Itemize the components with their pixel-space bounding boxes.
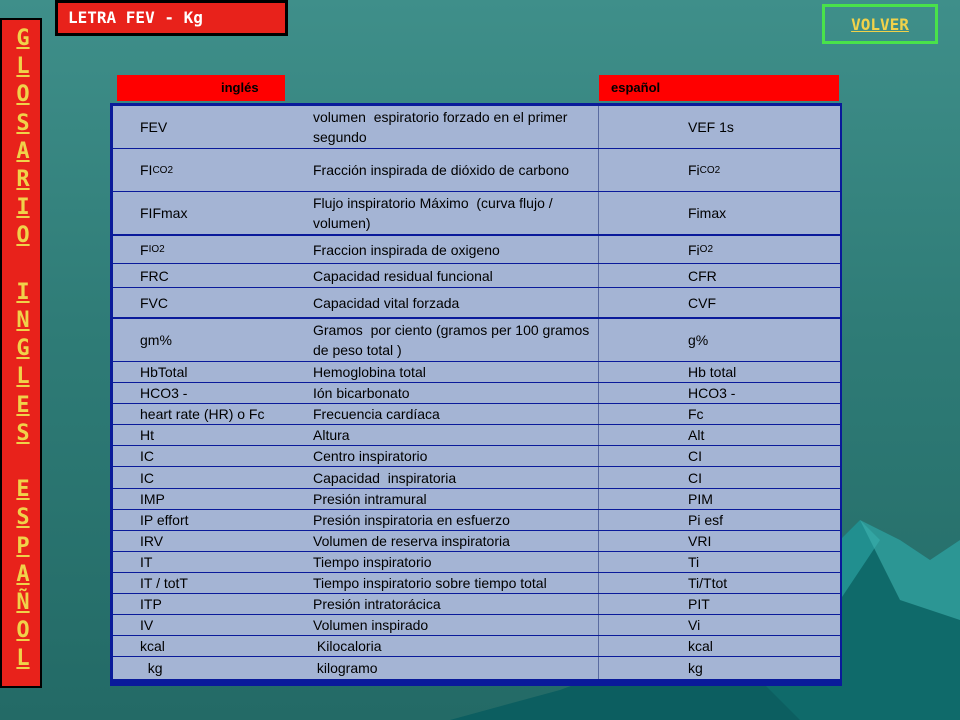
english-term-text: IC — [140, 469, 154, 486]
sidebar-letter[interactable]: N — [16, 308, 30, 333]
english-term — [140, 236, 310, 263]
header-spanish-label: español — [611, 80, 661, 95]
column-divider — [598, 264, 599, 287]
sidebar-letter[interactable]: L — [16, 364, 30, 390]
column-divider — [598, 594, 599, 614]
spanish-abbreviation-text: VRI — [688, 533, 712, 549]
spanish-abbreviation-text: Fi — [688, 241, 700, 258]
table-row — [113, 192, 840, 234]
table-row — [113, 106, 840, 148]
english-term — [140, 192, 310, 234]
spanish-abbreviation — [688, 489, 838, 509]
english-term-text: heart rate (HR) o Fc — [140, 406, 265, 422]
sidebar-letter[interactable]: I — [16, 279, 30, 305]
spanish-abbreviation — [688, 531, 838, 551]
english-term — [140, 288, 310, 317]
table-row — [113, 446, 840, 466]
table-row — [113, 594, 840, 614]
column-divider — [598, 636, 599, 656]
column-divider — [598, 446, 599, 466]
spanish-abbreviation-text: CFR — [688, 267, 717, 284]
spanish-description: Centro inspiratorio — [313, 448, 428, 464]
spanish-abbreviation — [688, 657, 838, 679]
column-divider — [598, 489, 599, 509]
english-term — [140, 531, 310, 551]
table-row — [113, 552, 840, 572]
sidebar-letter[interactable]: O — [16, 223, 30, 249]
english-term-text: FEV — [140, 119, 168, 135]
spanish-abbreviation — [688, 467, 838, 488]
english-term-text: HbTotal — [140, 364, 188, 380]
spanish-abbreviation-text: Alt — [688, 427, 705, 443]
table-row — [113, 573, 840, 593]
back-button[interactable] — [822, 4, 938, 44]
english-term-subscript: IO2 — [148, 244, 165, 255]
table-row — [113, 531, 840, 551]
table-row — [113, 404, 840, 424]
spanish-description: Ión bicarbonato — [313, 385, 410, 401]
spanish-abbreviation — [688, 615, 838, 635]
spanish-description: Altura — [313, 427, 350, 443]
header-english — [117, 75, 285, 101]
spanish-abbreviation-text: kcal — [688, 638, 713, 654]
sidebar-letter[interactable]: O — [16, 618, 30, 644]
spanish-abbreviation — [688, 446, 838, 466]
english-term-text: gm% — [140, 332, 172, 348]
spanish-description: Presión intramural — [313, 491, 427, 507]
spanish-abbreviation-text: Ti — [688, 554, 700, 570]
column-divider — [598, 404, 599, 424]
english-term — [140, 383, 310, 403]
english-term-text: F — [140, 241, 149, 258]
column-divider — [598, 319, 599, 361]
spanish-description: Capacidad residual funcional — [313, 267, 493, 284]
english-term-text: IT / totT — [140, 575, 188, 591]
spanish-abbreviation-text: HCO3 - — [688, 385, 736, 401]
column-divider — [598, 236, 599, 263]
column-divider — [598, 383, 599, 403]
english-term-text: IMP — [140, 491, 165, 507]
spanish-abbreviation-text: g% — [688, 332, 709, 348]
spanish-description: Capacidad inspiratoria — [313, 469, 457, 486]
english-term — [140, 594, 310, 614]
table-row — [113, 236, 840, 263]
spanish-description: volumen espiratorio forzado en el primer segundo — [313, 109, 572, 145]
sidebar-letter[interactable]: A — [16, 561, 30, 587]
spanish-abbreviation-text: kg — [688, 660, 703, 676]
spanish-description: Tiempo inspiratorio sobre tiempo total — [313, 575, 547, 591]
english-term — [140, 362, 310, 382]
sidebar-letter[interactable]: L — [16, 646, 30, 672]
spanish-description: kilogramo — [313, 660, 378, 676]
table-row — [113, 288, 840, 317]
spanish-abbreviation-text: CI — [688, 448, 702, 464]
column-divider — [598, 106, 599, 148]
english-term — [140, 467, 310, 488]
spanish-abbreviation — [688, 362, 838, 382]
sidebar-letter[interactable]: E — [16, 392, 30, 418]
spanish-abbreviation-text: PIM — [688, 491, 713, 507]
english-term — [140, 319, 310, 361]
table-row — [113, 636, 840, 656]
sidebar-glosario[interactable] — [0, 18, 42, 688]
sidebar-letter[interactable]: R — [16, 167, 30, 192]
english-term-text: IT — [140, 554, 153, 570]
column-divider — [598, 615, 599, 635]
table-row — [113, 489, 840, 509]
spanish-abbreviation — [688, 319, 838, 361]
english-term-text: IP effort — [140, 512, 189, 528]
spanish-abbreviation-text: VEF 1s — [688, 119, 734, 135]
sidebar-letter[interactable]: G — [16, 336, 30, 362]
spanish-abbreviation — [688, 573, 838, 593]
table-row — [113, 149, 840, 191]
table-row — [113, 362, 840, 382]
spanish-abbreviation-text: Vi — [688, 617, 701, 633]
spanish-description: Flujo inspiratorio Máximo (curva flujo / volumen) — [313, 195, 557, 231]
spanish-description: Tiempo inspiratorio — [313, 554, 432, 570]
sidebar-letter[interactable]: O — [16, 82, 30, 108]
english-term-text: IRV — [140, 533, 164, 549]
sidebar-letter[interactable]: S — [16, 420, 30, 446]
english-term-text: ITP — [140, 596, 162, 612]
spanish-description: Fracción inspirada de dióxido de carbono — [313, 162, 570, 178]
spanish-description: Kilocaloria — [313, 638, 382, 654]
english-term — [140, 446, 310, 466]
header-spanish — [599, 75, 839, 101]
english-term — [140, 573, 310, 593]
english-term-text: HCO3 - — [140, 385, 188, 401]
sidebar-letter[interactable]: P — [16, 533, 30, 559]
glossary-table — [110, 103, 842, 686]
spanish-abbreviation-text: Fi — [688, 162, 700, 178]
spanish-abbreviation — [688, 383, 838, 403]
spanish-abbreviation-text: Fc — [688, 406, 704, 422]
spanish-abbreviation-text: CI — [688, 469, 702, 486]
column-divider — [598, 362, 599, 382]
spanish-abbreviation-subscript: CO2 — [699, 164, 721, 176]
sidebar-letter[interactable]: S — [16, 110, 30, 136]
column-divider — [598, 510, 599, 530]
sidebar-letter[interactable]: L — [16, 54, 30, 80]
spanish-description: Capacidad vital forzada — [313, 294, 460, 311]
spanish-abbreviation-text: CVF — [688, 294, 716, 311]
spanish-abbreviation-subscript: O2 — [699, 244, 714, 255]
english-term — [140, 106, 310, 148]
page-title: LETRA FEV - Kg — [68, 8, 203, 27]
english-term-text: Ht — [140, 427, 154, 443]
spanish-description: Frecuencia cardíaca — [313, 406, 440, 422]
english-term-text: FVC — [140, 294, 168, 311]
table-row — [113, 615, 840, 635]
table-row — [113, 383, 840, 403]
english-term-text: FRC — [140, 267, 169, 284]
sidebar-letter[interactable]: S — [16, 505, 30, 531]
spanish-abbreviation-text: Hb total — [688, 364, 737, 380]
english-term — [140, 264, 310, 287]
english-term — [140, 489, 310, 509]
spanish-abbreviation — [688, 636, 838, 656]
spanish-description: Volumen inspirado — [313, 617, 429, 633]
english-term — [140, 636, 310, 656]
spanish-description: Volumen de reserva inspiratoria — [313, 533, 510, 549]
english-term-text: FIFmax — [140, 205, 188, 221]
english-term — [140, 657, 310, 679]
english-term — [140, 404, 310, 424]
header-english-label: inglés — [221, 80, 259, 95]
sidebar-letter[interactable]: E — [16, 477, 30, 503]
sidebar-letter[interactable]: I — [16, 195, 30, 221]
english-term — [140, 425, 310, 445]
spanish-abbreviation-text: Pi esf — [688, 512, 724, 528]
back-button-label[interactable]: VOLVER — [851, 14, 909, 34]
spanish-abbreviation — [688, 264, 838, 287]
spanish-abbreviation — [688, 288, 838, 317]
table-row — [113, 467, 840, 488]
spanish-description: Presión inspiratoria en esfuerzo — [313, 512, 510, 528]
english-term — [140, 552, 310, 572]
spanish-abbreviation — [688, 404, 838, 424]
english-term — [140, 149, 310, 191]
column-divider — [598, 552, 599, 572]
spanish-abbreviation — [688, 192, 838, 234]
spanish-description: Fraccion inspirada de oxigeno — [313, 241, 500, 258]
column-divider — [598, 425, 599, 445]
spanish-abbreviation-text: Ti/Ttot — [688, 575, 728, 591]
sidebar-letter[interactable]: A — [16, 138, 30, 164]
spanish-abbreviation-text: PIT — [688, 596, 710, 612]
spanish-description: Gramos por ciento (gramos per 100 gramos de peso total ) — [313, 322, 594, 358]
english-term-subscript: CO2 — [152, 164, 174, 176]
english-term-text: kg — [140, 660, 163, 676]
sidebar-letter[interactable]: G — [16, 26, 30, 51]
table-row — [113, 319, 840, 361]
english-term-text: IV — [140, 617, 154, 633]
sidebar-letter[interactable]: Ñ — [16, 590, 30, 615]
table-row — [113, 425, 840, 445]
spanish-abbreviation — [688, 149, 838, 191]
title-box — [55, 0, 288, 36]
column-divider — [598, 192, 599, 234]
spanish-abbreviation — [688, 510, 838, 530]
spanish-description: Presión intratorácica — [313, 596, 441, 612]
table-row — [113, 264, 840, 287]
column-divider — [598, 573, 599, 593]
column-divider — [598, 467, 599, 488]
spanish-abbreviation — [688, 106, 838, 148]
spanish-abbreviation — [688, 236, 838, 263]
spanish-abbreviation — [688, 594, 838, 614]
spanish-abbreviation-text: Fimax — [688, 205, 727, 221]
column-divider — [598, 657, 599, 679]
column-divider — [598, 149, 599, 191]
spanish-description: Hemoglobina total — [313, 364, 426, 380]
english-term — [140, 615, 310, 635]
english-term-text: FI — [140, 162, 153, 178]
english-term-text: kcal — [140, 638, 165, 654]
english-term-text: IC — [140, 448, 154, 464]
spanish-abbreviation — [688, 425, 838, 445]
table-row — [113, 657, 840, 679]
column-divider — [598, 531, 599, 551]
english-term — [140, 510, 310, 530]
spanish-abbreviation — [688, 552, 838, 572]
table-row — [113, 510, 840, 530]
column-divider — [598, 288, 599, 317]
